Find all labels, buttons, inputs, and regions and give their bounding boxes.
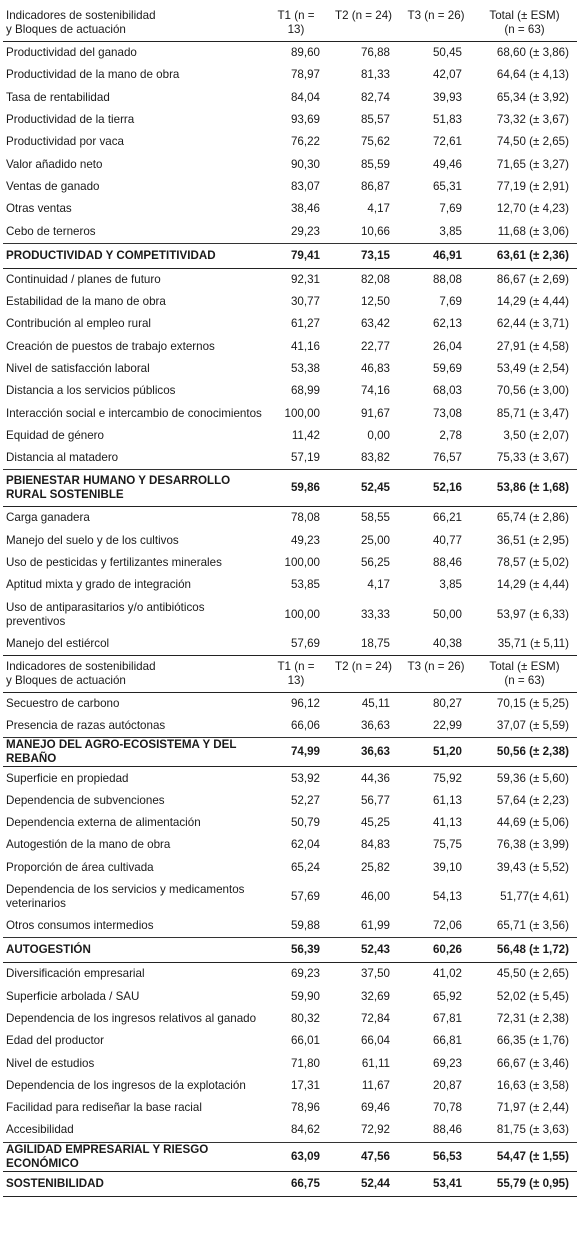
header-t1: T1 (n = 13) xyxy=(277,659,315,687)
value-total: 56,48 (± 1,72) xyxy=(496,943,569,957)
table-row xyxy=(3,42,577,65)
indicator-label: Presencia de razas autóctonas xyxy=(6,719,166,733)
indicator-label: PRODUCTIVIDAD Y COMPETITIVIDAD xyxy=(6,248,216,262)
value-t2: 36,63 xyxy=(360,745,390,759)
value-total: 65,74 (± 2,86) xyxy=(496,511,569,525)
value-t2: 47,56 xyxy=(360,1149,390,1163)
table-row xyxy=(3,402,577,424)
indicator-label: MANEJO DEL AGRO-ECOSISTEMA Y DEL REBAÑO xyxy=(6,738,237,766)
header-t2: T2 (n = 24) xyxy=(334,659,393,673)
value-t2: 52,45 xyxy=(360,481,390,495)
value-t1: 50,79 xyxy=(290,816,320,830)
value-t3: 88,08 xyxy=(432,272,462,286)
value-t2: 25,82 xyxy=(360,860,390,874)
value-t1: 96,12 xyxy=(290,696,320,710)
value-t1: 76,22 xyxy=(290,135,320,149)
value-total: 12,70 (± 4,23) xyxy=(496,202,569,216)
value-t1: 56,39 xyxy=(290,943,320,957)
value-total: 77,19 (± 2,91) xyxy=(496,179,569,193)
value-total: 51,77(± 4,61) xyxy=(500,889,569,903)
block-summary-row xyxy=(3,470,577,507)
value-t3: 53,41 xyxy=(432,1176,462,1190)
value-t2: 73,15 xyxy=(360,248,390,262)
indicator-label: Accesibilidad xyxy=(6,1123,74,1137)
value-t2: 33,33 xyxy=(360,607,390,621)
indicator-label: Dependencia de los servicios y medicamentos veterinarios xyxy=(6,882,245,910)
value-t3: 41,02 xyxy=(432,967,462,981)
value-t2: 85,59 xyxy=(360,157,390,171)
value-t3: 41,13 xyxy=(432,816,462,830)
value-t3: 20,87 xyxy=(432,1078,462,1092)
table-row xyxy=(3,358,577,380)
value-t2: 46,00 xyxy=(360,889,390,903)
value-t3: 26,04 xyxy=(432,339,462,353)
value-total: 75,33 (± 3,67) xyxy=(496,451,569,465)
value-total: 72,31 (± 2,38) xyxy=(496,1011,569,1025)
value-t1: 59,88 xyxy=(290,919,320,933)
indicator-label: Estabilidad de la mano de obra xyxy=(6,295,166,309)
value-t2: 56,25 xyxy=(360,556,390,570)
table-row xyxy=(3,574,577,596)
value-total: 54,47 (± 1,55) xyxy=(496,1149,569,1163)
value-t1: 57,69 xyxy=(290,889,320,903)
table-row xyxy=(3,1119,577,1142)
value-t3: 66,81 xyxy=(432,1034,462,1048)
value-t1: 100,00 xyxy=(284,406,320,420)
value-total: 35,71 (± 5,11) xyxy=(497,636,569,650)
value-total: 85,71 (± 3,47) xyxy=(496,406,569,420)
value-total: 39,43 (± 5,52) xyxy=(496,860,569,874)
value-t2: 82,74 xyxy=(360,90,390,104)
table-row xyxy=(3,1030,577,1052)
sustainability-indicators-table xyxy=(3,5,577,1197)
value-t2: 72,92 xyxy=(360,1123,390,1137)
value-total: 37,07 (± 5,59) xyxy=(496,719,569,733)
value-t3: 51,83 xyxy=(432,113,462,127)
block-summary-row xyxy=(3,938,577,963)
indicator-label: Nivel de estudios xyxy=(6,1056,95,1070)
value-t1: 100,00 xyxy=(284,556,320,570)
indicator-label: Otras ventas xyxy=(6,202,72,216)
value-total: 16,63 (± 3,58) xyxy=(496,1078,569,1092)
value-t1: 93,69 xyxy=(290,113,320,127)
value-t3: 59,69 xyxy=(432,362,462,375)
value-t3: 46,91 xyxy=(432,248,462,262)
value-t1: 53,38 xyxy=(290,362,320,375)
value-t2: 86,87 xyxy=(360,179,390,193)
table-row xyxy=(3,153,577,175)
value-t2: 75,62 xyxy=(360,135,390,149)
value-t3: 72,06 xyxy=(432,919,462,933)
value-t2: 44,36 xyxy=(360,771,390,785)
indicator-label: Tasa de rentabilidad xyxy=(6,90,110,104)
table-row xyxy=(3,963,577,986)
value-t3: 72,61 xyxy=(432,135,462,149)
value-t1: 66,01 xyxy=(290,1034,320,1048)
indicator-label: Carga ganadera xyxy=(6,511,90,525)
table-row xyxy=(3,87,577,109)
value-total: 27,91 (± 4,58) xyxy=(496,339,569,353)
value-t3: 80,27 xyxy=(432,696,462,710)
value-t2: 61,11 xyxy=(361,1056,390,1070)
value-t3: 39,93 xyxy=(432,90,462,104)
block-summary-row xyxy=(3,1142,577,1171)
value-t3: 73,08 xyxy=(432,406,462,420)
value-t2: 25,00 xyxy=(360,533,390,547)
value-t1: 80,32 xyxy=(290,1011,320,1025)
value-t3: 7,69 xyxy=(439,295,462,309)
value-t1: 57,19 xyxy=(290,451,320,465)
indicator-label: Dependencia de los ingresos relativos al ganado xyxy=(6,1011,257,1025)
table-row xyxy=(3,692,577,715)
value-t1: 84,62 xyxy=(290,1123,320,1137)
indicator-label: Otros consumos intermedios xyxy=(6,919,154,933)
table-row xyxy=(3,552,577,574)
value-total: 53,97 (± 6,33) xyxy=(496,607,569,621)
indicator-label: Nivel de satisfacción laboral xyxy=(6,362,150,375)
value-total: 11,68 (± 3,06) xyxy=(497,224,569,238)
table-row xyxy=(3,1008,577,1030)
value-t3: 88,46 xyxy=(432,556,462,570)
table-row xyxy=(3,380,577,402)
indicator-label: AUTOGESTIÓN xyxy=(6,943,91,957)
indicator-label: Autogestión de la mano de obra xyxy=(6,838,171,852)
header-total: Total (± ESM) (n = 63) xyxy=(489,659,560,687)
indicator-label: Productividad por vaca xyxy=(6,135,124,149)
table-row xyxy=(3,198,577,220)
value-t2: 36,63 xyxy=(360,719,390,733)
value-total: 73,32 (± 3,67) xyxy=(496,113,569,127)
indicator-label: Creación de puestos de trabajo externos xyxy=(6,339,215,353)
value-t2: 11,67 xyxy=(361,1078,390,1092)
table-row xyxy=(3,507,577,530)
value-total: 65,71 (± 3,56) xyxy=(496,919,569,933)
value-t1: 62,04 xyxy=(290,838,320,852)
value-total: 44,69 (± 5,06) xyxy=(496,816,569,830)
table-row xyxy=(3,425,577,447)
value-t2: 32,69 xyxy=(360,989,390,1003)
value-t3: 75,75 xyxy=(432,838,462,852)
value-t2: 76,88 xyxy=(360,46,390,60)
indicator-label: AGILIDAD EMPRESARIAL Y RIESGO ECONÓMICO xyxy=(6,1142,209,1170)
value-t3: 50,00 xyxy=(432,607,462,621)
indicator-label: Uso de pesticidas y fertilizantes minerales xyxy=(6,556,222,570)
table-row xyxy=(3,1075,577,1097)
value-total: 62,44 (± 3,71) xyxy=(496,317,569,331)
value-t1: 66,06 xyxy=(290,719,320,733)
table-row xyxy=(3,597,577,633)
table-header-row xyxy=(3,5,577,42)
value-t1: 74,99 xyxy=(290,745,320,759)
value-t2: 10,66 xyxy=(360,224,390,238)
value-total: 63,61 (± 2,36) xyxy=(496,248,569,262)
header-total: Total (± ESM) (n = 63) xyxy=(489,9,560,36)
value-t1: 59,90 xyxy=(290,989,320,1003)
value-t3: 56,53 xyxy=(432,1149,462,1163)
value-t3: 52,16 xyxy=(432,481,462,495)
value-t1: 84,04 xyxy=(290,90,320,104)
value-t2: 18,75 xyxy=(360,636,390,650)
indicator-label: Uso de antiparasitarios y/o antibióticos preventivos xyxy=(6,600,205,628)
value-t3: 49,46 xyxy=(432,157,462,171)
table-row xyxy=(3,790,577,812)
value-t2: 52,44 xyxy=(360,1176,390,1190)
value-t1: 59,86 xyxy=(290,481,320,495)
value-t2: 0,00 xyxy=(367,428,390,442)
value-t3: 7,69 xyxy=(439,202,462,216)
value-total: 70,56 (± 3,00) xyxy=(496,384,569,398)
indicator-label: Ventas de ganado xyxy=(6,179,100,193)
table-row xyxy=(3,633,577,656)
value-t3: 40,77 xyxy=(432,533,462,547)
value-t3: 60,26 xyxy=(432,943,462,957)
indicator-label: Superficie arbolada / SAU xyxy=(6,989,140,1003)
header-indicator-label: Indicadores de sostenibilidad y Bloques de actuación xyxy=(6,9,156,36)
indicator-label: Proporción de área cultivada xyxy=(6,860,154,874)
value-t3: 68,03 xyxy=(432,384,462,398)
value-total: 14,29 (± 4,44) xyxy=(496,578,569,592)
table-row xyxy=(3,1097,577,1119)
table-row xyxy=(3,1052,577,1074)
indicator-label: Productividad de la mano de obra xyxy=(6,68,180,82)
value-t1: 30,77 xyxy=(290,295,320,309)
value-t2: 83,82 xyxy=(360,451,390,465)
value-t2: 46,83 xyxy=(360,362,390,375)
value-total: 64,64 (± 4,13) xyxy=(496,68,569,82)
indicator-label: Cebo de terneros xyxy=(6,224,96,238)
value-total: 52,02 (± 5,45) xyxy=(496,989,569,1003)
table-row xyxy=(3,879,577,915)
value-t2: 58,55 xyxy=(360,511,390,525)
value-t1: 63,09 xyxy=(290,1149,320,1163)
value-t3: 62,13 xyxy=(432,317,462,331)
value-t3: 65,31 xyxy=(432,179,462,193)
value-t1: 57,69 xyxy=(290,636,320,650)
value-t3: 50,45 xyxy=(432,46,462,60)
value-t2: 45,11 xyxy=(361,696,390,710)
table-row xyxy=(3,131,577,153)
value-t3: 42,07 xyxy=(432,68,462,82)
value-t2: 4,17 xyxy=(367,202,390,216)
value-total: 78,57 (± 5,02) xyxy=(496,556,569,570)
value-total: 65,34 (± 3,92) xyxy=(496,90,569,104)
block-summary-row xyxy=(3,243,577,268)
block-summary-row xyxy=(3,738,577,767)
table-row xyxy=(3,715,577,738)
indicator-label: Interacción social e intercambio de conocimientos xyxy=(6,406,262,420)
value-t1: 66,75 xyxy=(290,1176,320,1190)
table-row xyxy=(3,109,577,131)
value-t2: 52,43 xyxy=(360,943,390,957)
value-t2: 72,84 xyxy=(360,1011,390,1025)
value-t2: 69,46 xyxy=(360,1101,390,1115)
table-row xyxy=(3,915,577,938)
value-t1: 11,42 xyxy=(291,428,320,442)
value-t3: 69,23 xyxy=(432,1056,462,1070)
value-t2: 74,16 xyxy=(360,384,390,398)
header-t3: T3 (n = 26) xyxy=(407,9,465,22)
value-t1: 65,24 xyxy=(290,860,320,874)
value-t1: 69,23 xyxy=(290,967,320,981)
indicator-label: Continuidad / planes de futuro xyxy=(6,272,161,286)
value-t3: 61,13 xyxy=(432,793,462,807)
value-t1: 90,30 xyxy=(290,157,320,171)
value-t3: 76,57 xyxy=(432,451,462,465)
value-total: 36,51 (± 2,95) xyxy=(496,533,569,547)
value-total: 3,50 (± 2,07) xyxy=(503,428,569,442)
value-t1: 83,07 xyxy=(290,179,320,193)
value-t1: 78,97 xyxy=(290,68,320,82)
value-total: 50,56 (± 2,38) xyxy=(496,745,569,759)
value-total: 71,97 (± 2,44) xyxy=(496,1101,569,1115)
value-total: 66,35 (± 1,76) xyxy=(496,1034,569,1048)
value-t1: 100,00 xyxy=(284,607,320,621)
value-t1: 53,92 xyxy=(290,771,320,785)
indicator-label: PBIENESTAR HUMANO Y DESARROLLO RURAL SOSTENIBLE xyxy=(6,474,231,502)
value-t1: 49,23 xyxy=(290,533,320,547)
table-row xyxy=(3,530,577,552)
indicator-label: Dependencia de subvenciones xyxy=(6,793,165,807)
table-row xyxy=(3,64,577,86)
header-t3: T3 (n = 26) xyxy=(407,659,465,673)
value-t3: 54,13 xyxy=(432,889,462,903)
indicator-label: Productividad del ganado xyxy=(6,46,137,60)
indicator-label: Edad del productor xyxy=(6,1034,104,1048)
indicator-label: Facilidad para rediseñar la base racial xyxy=(6,1101,202,1115)
indicator-label: Equidad de género xyxy=(6,428,104,442)
value-total: 81,75 (± 3,63) xyxy=(496,1123,569,1137)
indicator-label: Aptitud mixta y grado de integración xyxy=(6,578,191,592)
indicator-label: Manejo del estiércol xyxy=(6,636,110,650)
table-row xyxy=(3,336,577,358)
table-row xyxy=(3,268,577,291)
value-total: 70,15 (± 5,25) xyxy=(496,696,569,710)
table-row xyxy=(3,834,577,856)
value-t1: 68,99 xyxy=(290,384,320,398)
indicator-label: Contribución al empleo rural xyxy=(6,317,151,331)
value-t2: 4,17 xyxy=(367,578,390,592)
value-t2: 22,77 xyxy=(360,339,390,353)
table-header-row xyxy=(3,655,577,692)
value-total: 14,29 (± 4,44) xyxy=(496,295,569,309)
value-total: 57,64 (± 2,23) xyxy=(496,793,569,807)
value-t2: 81,33 xyxy=(360,68,390,82)
value-t1: 79,41 xyxy=(290,248,320,262)
value-t1: 29,23 xyxy=(290,224,320,238)
value-t2: 84,83 xyxy=(360,838,390,852)
value-total: 74,50 (± 2,65) xyxy=(496,135,569,149)
value-t3: 67,81 xyxy=(432,1011,462,1025)
table-row xyxy=(3,986,577,1008)
value-total: 59,36 (± 5,60) xyxy=(496,771,569,785)
value-total: 76,38 (± 3,99) xyxy=(496,838,569,852)
table-row xyxy=(3,767,577,790)
value-total: 68,60 (± 3,86) xyxy=(496,46,569,60)
value-t3: 3,85 xyxy=(439,224,462,238)
table-row xyxy=(3,220,577,243)
indicator-label: Dependencia de los ingresos de la explotación xyxy=(6,1078,246,1092)
value-t1: 61,27 xyxy=(290,317,320,331)
table-row xyxy=(3,812,577,834)
value-total: 53,86 (± 1,68) xyxy=(496,481,569,495)
value-t3: 70,78 xyxy=(432,1101,462,1115)
value-t1: 41,16 xyxy=(290,339,320,353)
value-t3: 39,10 xyxy=(432,860,462,874)
value-t1: 52,27 xyxy=(290,793,320,807)
value-t3: 51,20 xyxy=(432,745,462,759)
indicator-label: Distancia a los servicios públicos xyxy=(6,384,176,398)
value-t1: 89,60 xyxy=(290,46,320,60)
value-t3: 65,92 xyxy=(432,989,462,1003)
value-t2: 37,50 xyxy=(360,967,390,981)
value-total: 55,79 (± 0,95) xyxy=(496,1176,569,1190)
value-total: 86,67 (± 2,69) xyxy=(496,272,569,286)
sustainability-total-row xyxy=(3,1171,577,1196)
value-t2: 56,77 xyxy=(360,793,390,807)
value-t2: 63,42 xyxy=(360,317,390,331)
value-t2: 82,08 xyxy=(360,272,390,286)
value-total: 71,65 (± 3,27) xyxy=(496,157,569,171)
table-row xyxy=(3,857,577,879)
table-row xyxy=(3,313,577,335)
indicator-label: Diversificación empresarial xyxy=(6,967,145,981)
value-t2: 12,50 xyxy=(360,295,390,309)
value-t1: 17,31 xyxy=(290,1078,320,1092)
value-t3: 2,78 xyxy=(439,428,462,442)
value-t3: 75,92 xyxy=(432,771,462,785)
value-t2: 91,67 xyxy=(360,406,390,420)
indicator-label: Valor añadido neto xyxy=(6,157,103,171)
indicator-label: Secuestro de carbono xyxy=(6,696,120,710)
table-body xyxy=(3,5,577,1196)
indicator-label: Superficie en propiedad xyxy=(6,771,129,785)
value-t1: 71,80 xyxy=(290,1056,320,1070)
header-t1: T1 (n = 13) xyxy=(277,9,315,36)
value-t1: 78,96 xyxy=(290,1101,320,1115)
value-t2: 61,99 xyxy=(360,919,390,933)
value-t2: 45,25 xyxy=(360,816,390,830)
value-t3: 3,85 xyxy=(439,578,462,592)
header-t2: T2 (n = 24) xyxy=(334,9,393,22)
value-t3: 88,46 xyxy=(432,1123,462,1137)
value-t1: 92,31 xyxy=(290,272,320,286)
indicator-label: Manejo del suelo y de los cultivos xyxy=(6,533,179,547)
value-t3: 22,99 xyxy=(432,719,462,733)
table-row xyxy=(3,176,577,198)
value-t2: 66,04 xyxy=(360,1034,390,1048)
value-total: 66,67 (± 3,46) xyxy=(496,1056,569,1070)
table-row xyxy=(3,447,577,470)
indicator-label: SOSTENIBILIDAD xyxy=(6,1176,104,1190)
indicator-label: Distancia al matadero xyxy=(6,451,119,465)
table-row xyxy=(3,291,577,313)
value-total: 53,49 (± 2,54) xyxy=(496,362,569,375)
value-t1: 78,08 xyxy=(290,511,320,525)
indicator-label: Productividad de la tierra xyxy=(6,113,135,127)
value-t3: 66,21 xyxy=(432,511,462,525)
header-indicator-label: Indicadores de sostenibilidad y Bloques de actuación xyxy=(6,659,156,687)
value-t1: 38,46 xyxy=(290,202,320,216)
value-t2: 85,57 xyxy=(360,113,390,127)
value-t3: 40,38 xyxy=(432,636,462,650)
value-total: 45,50 (± 2,65) xyxy=(496,967,569,981)
value-t1: 53,85 xyxy=(290,578,320,592)
indicator-label: Dependencia externa de alimentación xyxy=(6,816,201,830)
